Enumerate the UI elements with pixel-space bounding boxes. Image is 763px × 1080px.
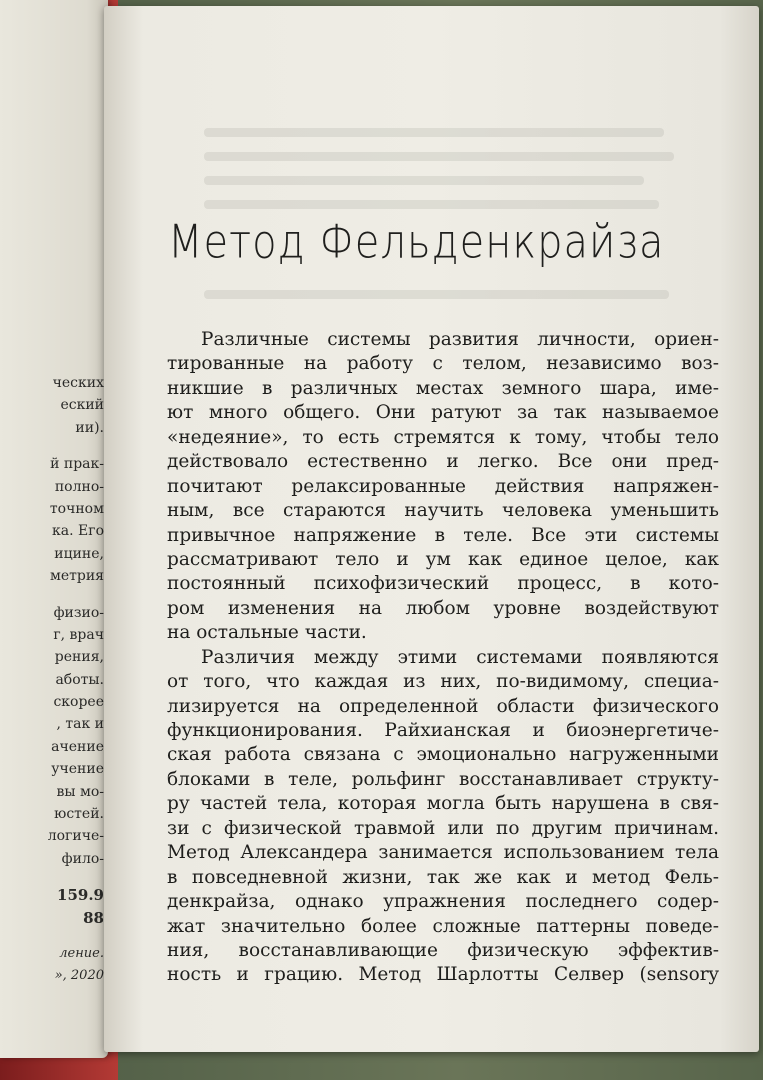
left-page-line: юстей. <box>54 806 104 823</box>
left-page-line <box>0 929 104 943</box>
left-page-text <box>0 372 104 988</box>
text-line: лизируется на определенной области физического <box>167 695 719 717</box>
paragraph <box>167 646 719 988</box>
text-line: никшие в различных местах земного шара, име- <box>167 377 719 399</box>
left-page-line: полно- <box>54 478 104 495</box>
text-line: почитают релаксированные действия напряжен- <box>167 475 719 497</box>
text-line: Различия между этими системами появляются <box>201 646 719 668</box>
text-line: ным, все стараются научить человека уменьшить <box>167 500 719 522</box>
left-page-line: точном <box>49 500 104 517</box>
left-page-line: вы мо- <box>56 783 104 800</box>
text-line: Различные системы развития личности, ориен- <box>201 329 719 350</box>
text-line: Метод Александера занимается использованием тела <box>167 842 719 864</box>
left-page-line: 88 <box>83 908 104 927</box>
text-line: жат значительно более сложные паттерны поведе- <box>167 915 719 937</box>
left-page-line: еский <box>60 397 104 414</box>
left-page-line: ии). <box>75 419 104 436</box>
text-line: постоянный психофизический процесс, в кото- <box>167 573 719 595</box>
left-page-line: ка. Его <box>52 523 104 540</box>
text-line: на остальные части. <box>167 622 367 644</box>
text-line: ность и грацию. Метод Шарлотты Селвер (sensory <box>167 964 719 986</box>
text-line: ром изменения на любом уровне воздействуют <box>167 597 719 619</box>
text-line: функционирования. Райхианская и биоэнергетиче- <box>167 720 719 741</box>
right-page <box>104 6 759 1052</box>
left-page-line: г, врач <box>53 626 104 643</box>
text-line: в повседневной жизни, так же как и метод Фель- <box>167 866 719 888</box>
chapter-title: Метод Фельденкрайза <box>168 216 665 269</box>
text-line: зи с физической травмой или по другим причинам. <box>167 817 719 839</box>
text-line: ют много общего. Они ратуют за так называемое <box>167 402 719 424</box>
text-line: действовало естественно и легко. Все они пред- <box>167 451 719 473</box>
left-page-line <box>0 588 104 602</box>
left-page-line: ление. <box>59 945 104 961</box>
text-line: ская работа связана с эмоционально нагруженными <box>167 744 719 766</box>
text-line: денкрайза, однако упражнения последнего содер- <box>167 891 719 913</box>
left-page-line: 159.9 <box>57 886 104 905</box>
left-page-line: ческих <box>52 375 104 391</box>
text-line: тированные на работу с телом, независимо воз- <box>167 353 719 375</box>
text-line: ния, восстанавливающие физическую эффектив- <box>167 939 719 961</box>
text-line: «недеяние», то есть стремятся к тому, чтобы тело <box>167 426 719 448</box>
left-page-line: », 2020 <box>54 968 104 984</box>
text-line: блоками в теле, рольфинг восстанавливает структу- <box>167 768 719 790</box>
left-page-line: рения, <box>54 649 104 666</box>
left-page-line <box>0 439 104 453</box>
left-page-line <box>0 870 104 884</box>
left-page-line: физио- <box>53 604 104 621</box>
left-page-line: й прак- <box>50 456 104 473</box>
left-page-line: , так и <box>56 716 104 733</box>
chapter-body <box>167 328 719 988</box>
left-page-line: фило- <box>61 850 104 867</box>
left-page-line: ицине, <box>54 545 104 562</box>
text-line: рассматривают тело и ум как единое целое, как <box>167 548 719 570</box>
left-page-line: учение <box>51 761 104 778</box>
text-line: от того, что каждая из них, по-видимому, специа- <box>167 671 719 693</box>
left-page-line: скорее <box>53 694 104 711</box>
left-page-line: метрия <box>49 568 104 585</box>
text-line: привычное напряжение в теле. Все эти системы <box>167 524 719 546</box>
text-line: ру частей тела, которая могла быть нарушена в свя- <box>167 793 719 815</box>
left-page-line: логиче- <box>47 828 104 845</box>
left-page-line: аботы. <box>55 671 104 688</box>
left-page-line: ачение <box>51 738 104 755</box>
paragraph <box>167 328 719 646</box>
left-page <box>0 0 108 1058</box>
